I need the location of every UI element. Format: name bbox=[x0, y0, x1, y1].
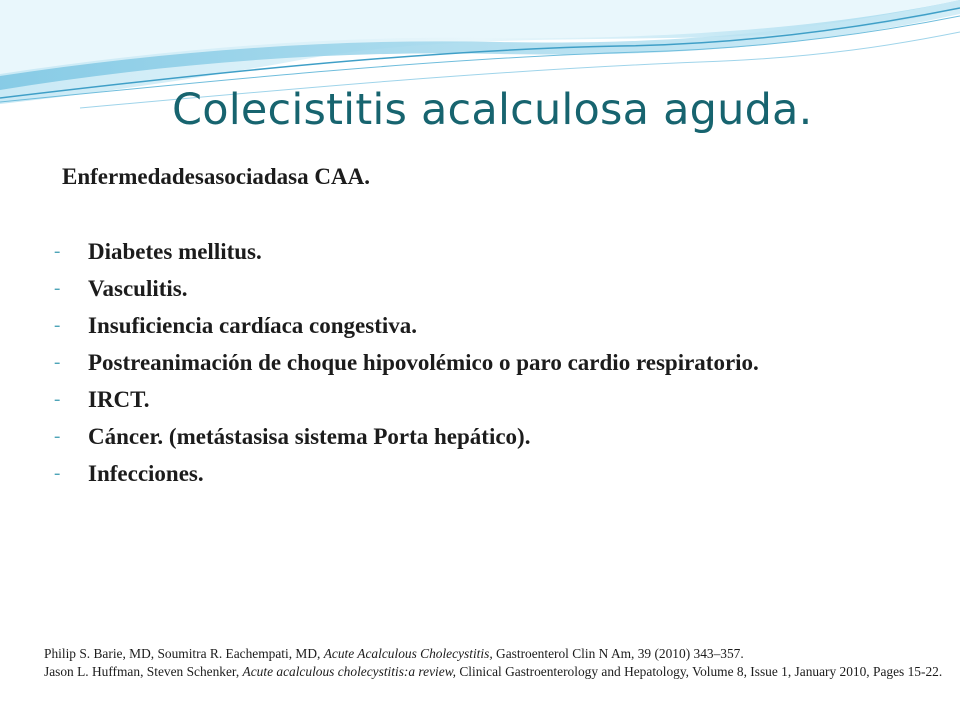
references bbox=[44, 645, 944, 681]
reference-title: Acute Acalculous Cholecystitis, bbox=[323, 646, 493, 661]
bullet-marker: - bbox=[54, 389, 61, 410]
bullet-marker: - bbox=[54, 463, 61, 484]
list-item bbox=[52, 275, 912, 302]
bullet-marker: - bbox=[54, 241, 61, 262]
list-item bbox=[52, 238, 912, 265]
list-item bbox=[52, 349, 912, 376]
reference-source: Gastroenterol Clin N Am, 39 (2010) 343–357. bbox=[492, 646, 744, 661]
list-item bbox=[52, 423, 912, 450]
list-item-text: Vasculitis. bbox=[88, 276, 188, 301]
list-item bbox=[52, 386, 912, 413]
list-item bbox=[52, 460, 912, 487]
reference-source: Clinical Gastroenterology and Hepatology, Volume 8, Issue 1, January 2010, Pages 15-22. bbox=[455, 664, 943, 679]
list-item-text: Diabetes mellitus. bbox=[88, 239, 262, 264]
slide-title: Colecistitis acalculosa aguda. bbox=[172, 85, 813, 135]
list-item-text: IRCT. bbox=[88, 387, 150, 412]
reference-title: Acute acalculous cholecystitis:a review, bbox=[242, 664, 456, 679]
reference-authors: Philip S. Barie, MD, Soumitra R. Eachempati, MD, bbox=[44, 646, 324, 661]
list-item-text: Postreanimación de choque hipovolémico o paro cardio respiratorio. bbox=[88, 350, 759, 375]
reference-1 bbox=[44, 646, 744, 661]
list-item-text: Cáncer. (metástasisa sistema Porta hepático). bbox=[88, 424, 531, 449]
bullet-marker: - bbox=[54, 315, 61, 336]
list-item bbox=[52, 312, 912, 339]
bullet-marker: - bbox=[54, 352, 61, 373]
reference-authors: Jason L. Huffman, Steven Schenker, bbox=[44, 664, 243, 679]
disease-list bbox=[52, 238, 912, 497]
bullet-marker: - bbox=[54, 426, 61, 447]
list-item-text: Insuficiencia cardíaca congestiva. bbox=[88, 313, 417, 338]
reference-2 bbox=[44, 664, 942, 679]
list-item-text: Infecciones. bbox=[88, 461, 204, 486]
slide-subtitle: Enfermedadesasociadasa CAA. bbox=[62, 164, 370, 189]
bullet-marker: - bbox=[54, 278, 61, 299]
